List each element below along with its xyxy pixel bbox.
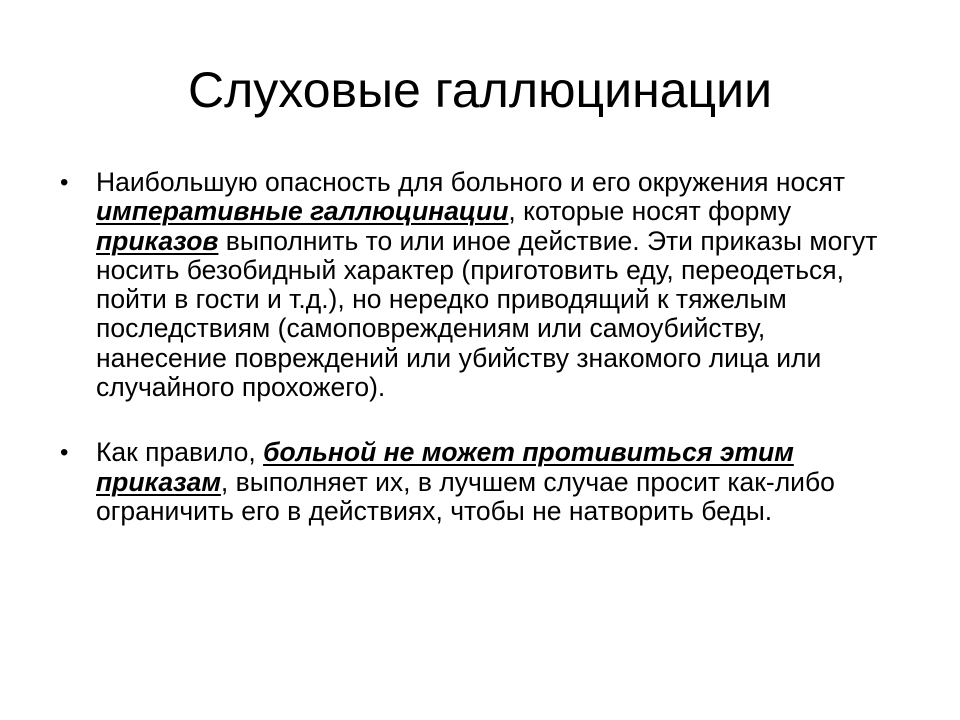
paragraph-2-emphasis-cannot-resist: больной не может противиться этим приказам: [96, 437, 794, 497]
paragraph-1-text-1: Наибольшую опасность для больного и его окружения носят: [96, 167, 845, 197]
bullet-item-2: [60, 438, 900, 526]
bullet-list: [60, 168, 900, 526]
slide-title: Слуховые галлюцинации: [187, 62, 772, 118]
paragraph-2-text-2: , выполняет их, в лучшем случае просит как-либо ограничить его в действиях, чтобы не натворить беды.: [96, 466, 835, 526]
paragraph-2-text-1: Как правило,: [96, 437, 264, 468]
paragraph-1-text-3: выполнить то или иное действие. Эти приказы могут носить безобидный характер (приготовить еду, переодеться, пойти в гости и т.д.), но нередко приводящий к тяжелым последствиям (самоповреждениям или самоубийству, нанесение повреждений или убийству знакомого лица или случайного прохожего).: [96, 225, 878, 403]
bullet-icon: •: [60, 439, 69, 467]
paragraph-1-emphasis-orders: приказов: [96, 225, 219, 256]
paragraph-1-emphasis-imperative: императивные галлюцинации: [96, 196, 509, 227]
paragraph-1-text-2: , которые носят форму: [508, 196, 792, 227]
bullet-icon: •: [60, 169, 69, 196]
bullet-item-1: [60, 168, 900, 402]
